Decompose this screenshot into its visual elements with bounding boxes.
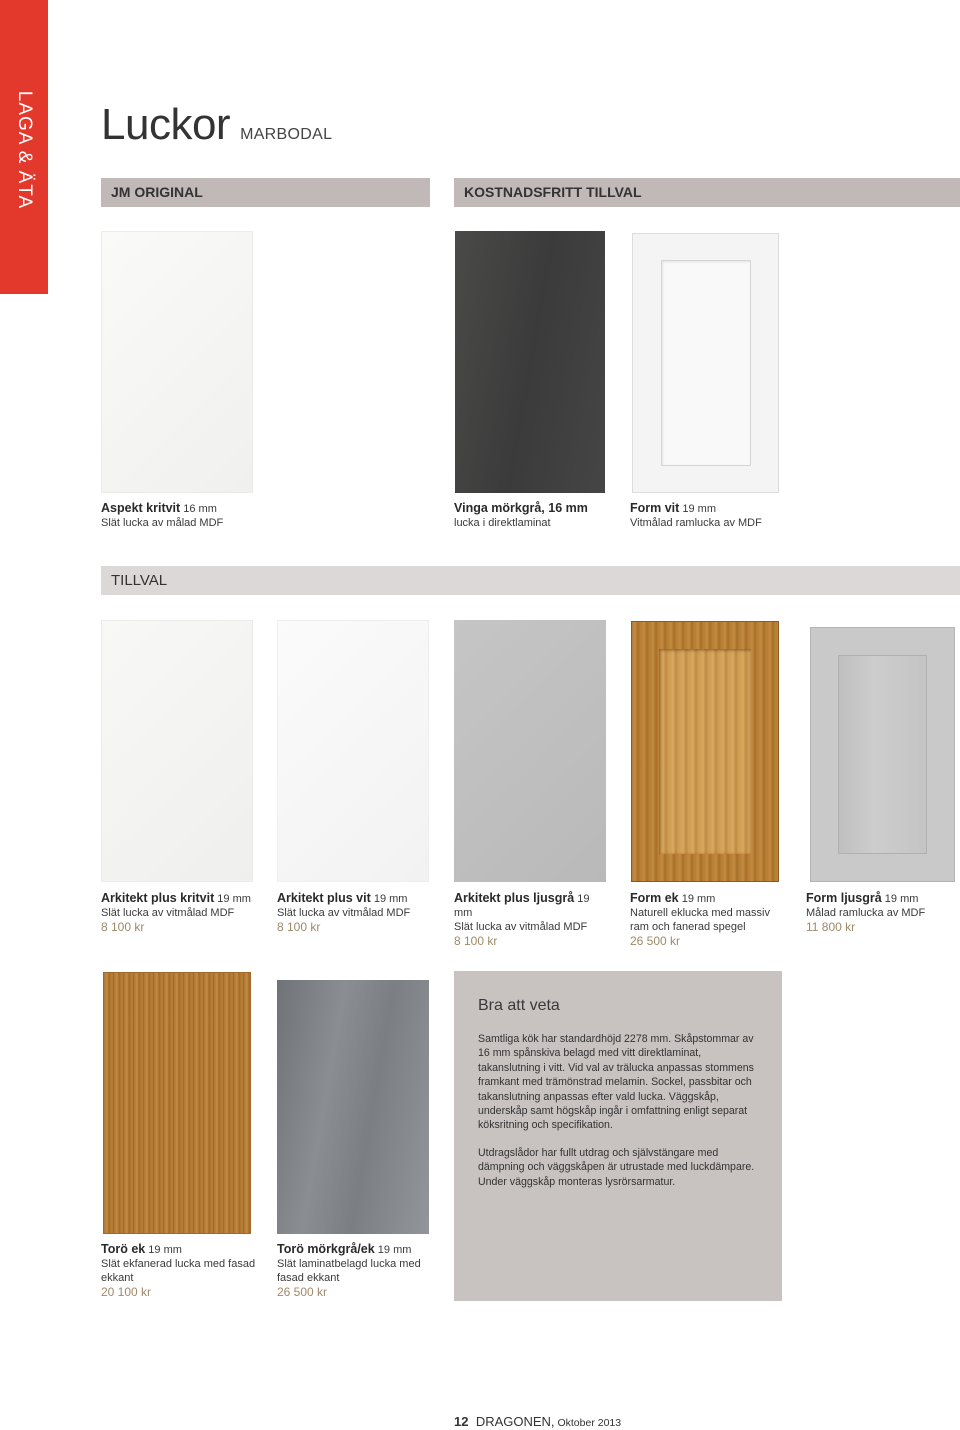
product-price: 11 800 kr: [806, 920, 856, 934]
caption-vinga-morkgra: [454, 501, 624, 530]
door-image-vinga-morkgra: [455, 231, 605, 493]
info-paragraph-2: Utdragslådor har fullt utdrag och självstängare med dämpning och väggskåpen är utrustade med luckdämpare. Under väggskåp monteras lysrörsarmatur.: [478, 1146, 755, 1188]
issue-date: Oktober 2013: [554, 1417, 622, 1429]
product-thickness: 19 mm: [370, 893, 408, 905]
product-description: Slät ekfanerad lucka med fasad ekkant: [101, 1258, 256, 1284]
product-description: Naturell eklucka med massiv ram och fanerad spegel: [630, 907, 770, 933]
caption-toro-ek: [101, 1242, 261, 1299]
product-name: Form ek: [630, 891, 679, 905]
caption-form-ek: [630, 891, 780, 948]
door-image-form-ek: [631, 621, 779, 882]
product-price: 20 100 kr: [101, 1285, 152, 1299]
info-paragraph-1: Samtliga kök har standardhöjd 2278 mm. Skåpstommar av 16 mm spånskiva belagd med vitt direktlaminat, takanslutning i vitt. Vid val av trälucka anpassas stommens framkant med trämönstrad melamin. Sockel, passbitar och takanslutning anpassas efter vald lucka. Väggskåp, underskåp samt högskåp ingår i omfattning enligt separat köksritning och specifikation.: [478, 1033, 754, 1132]
caption-form-ljusgra: [806, 891, 956, 934]
product-name: Form vit: [630, 501, 680, 515]
door-image-toro-morkgra: [277, 980, 429, 1234]
product-name: Vinga mörkgrå, 16 mm: [454, 501, 588, 515]
product-description: Vitmålad ramlucka av MDF: [630, 517, 762, 529]
caption-toro-morkgra: [277, 1242, 432, 1299]
page-number: 12: [454, 1414, 469, 1429]
product-thickness: 19 mm: [679, 503, 716, 515]
product-name: Arkitekt plus kritvit: [101, 891, 215, 905]
product-price: 26 500 kr: [277, 1285, 328, 1299]
door-image-form-vit: [632, 233, 779, 493]
product-description: Målad ramlucka av MDF: [806, 907, 926, 919]
product-thickness: 19 mm: [881, 893, 919, 905]
product-thickness: 19 mm: [145, 1244, 182, 1256]
door-image-toro-ek: [103, 972, 251, 1234]
info-box: [454, 971, 782, 1301]
product-thickness: 19 mm: [374, 1244, 412, 1256]
product-name: Aspekt kritvit: [101, 501, 181, 515]
door-image-arkitekt-kritvit: [101, 620, 253, 882]
brand-subtitle: MARBODAL: [240, 126, 333, 143]
caption-aspekt-kritvit: [101, 501, 261, 530]
magazine-name: DRAGONEN,: [475, 1414, 555, 1429]
section-tab-label: LAGA & ÄTA: [14, 90, 35, 210]
page-footer: [454, 1414, 621, 1429]
product-name: Form ljusgrå: [806, 891, 882, 905]
product-description: lucka i direktlaminat: [454, 517, 551, 529]
caption-arkitekt-ljusgra: [454, 891, 606, 948]
door-image-arkitekt-ljusgra: [454, 620, 606, 882]
section-bar-jm-original: JM ORIGINAL: [101, 178, 430, 207]
product-name: Arkitekt plus vit: [277, 891, 371, 905]
product-price: 8 100 kr: [454, 934, 498, 948]
product-thickness: 19 mm: [214, 893, 251, 905]
product-description: Slät lucka av vitmålad MDF: [101, 907, 235, 919]
door-image-arkitekt-vit: [277, 620, 429, 882]
section-bar-kostnadsfritt: KOSTNADSFRITT TILLVAL: [454, 178, 960, 207]
product-name: Torö ek: [101, 1242, 146, 1256]
product-price: 26 500 kr: [630, 934, 681, 948]
caption-arkitekt-kritvit: [101, 891, 251, 934]
product-description: Slät lucka av vitmålad MDF: [454, 921, 588, 933]
door-image-form-ljusgra: [810, 627, 955, 882]
product-name: Torö mörkgrå/ek: [277, 1242, 375, 1256]
section-tab: [0, 0, 48, 294]
product-description: Slät lucka av målad MDF: [101, 517, 224, 529]
caption-form-vit: [630, 501, 800, 530]
caption-arkitekt-vit: [277, 891, 437, 934]
product-description: Slät lucka av vitmålad MDF: [277, 907, 411, 919]
product-name: Arkitekt plus ljusgrå: [454, 891, 575, 905]
product-thickness: 19 mm: [678, 893, 716, 905]
info-heading: Bra att veta: [478, 997, 560, 1014]
product-description: Slät laminatbelagd lucka med fasad ekkant: [277, 1258, 421, 1284]
section-bar-tillval: TILLVAL: [101, 566, 960, 595]
product-thickness: 16 mm: [180, 503, 217, 515]
page-title-text: Luckor: [101, 100, 231, 149]
product-price: 8 100 kr: [101, 920, 145, 934]
door-image-aspekt-kritvit: [101, 231, 253, 493]
product-price: 8 100 kr: [277, 920, 321, 934]
page-title: [101, 100, 332, 150]
product-thickness: 19 mm: [454, 893, 590, 919]
